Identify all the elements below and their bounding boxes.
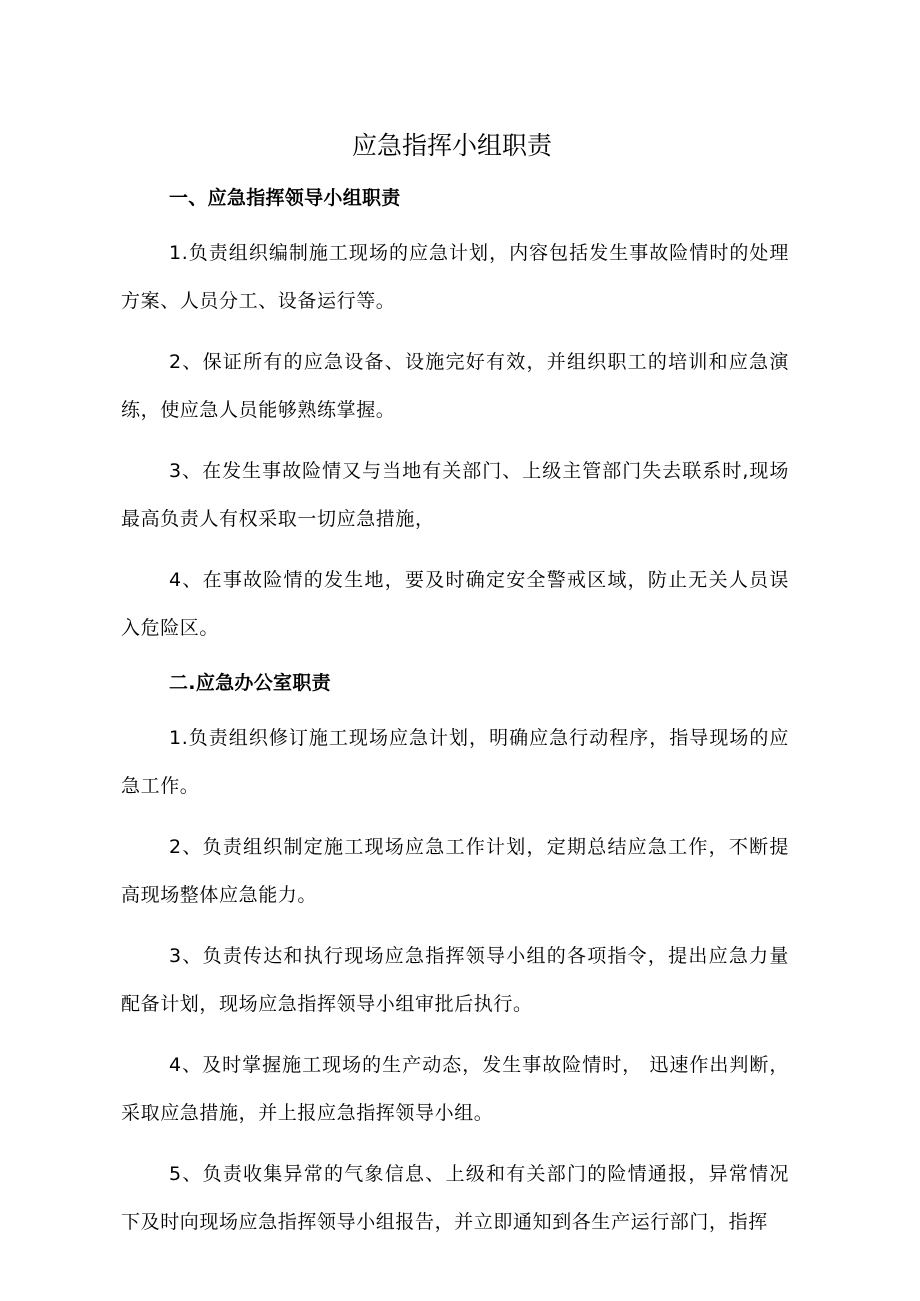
document-body (121, 180, 789, 1259)
section-leadership-group (121, 180, 789, 652)
section-heading: 一、应急指挥领导小组职责 (169, 187, 401, 209)
section-emergency-office (121, 665, 789, 1246)
duty-item: 3、负责传达和执行现场应急指挥领导小组的各项指令，提出应急力量配备计划，现场应急指挥领导小组审批后执行。 (121, 945, 789, 1015)
duty-item: 2、保证所有的应急设备、设施完好有效，并组织职工的培训和应急演练，使应急人员能够熟练掌握。 (121, 351, 789, 421)
duty-item: 2、负责组织制定施工现场应急工作计划，定期总结应急工作，不断提高现场整体应急能力。 (121, 836, 789, 906)
duty-item: 4、及时掌握施工现场的生产动态，发生事故险情时， 迅速作出判断，采取应急措施，并上报应急指挥领导小组。 (121, 1054, 789, 1124)
section-heading: 二.应急办公室职责 (169, 672, 331, 694)
duty-item: 5、负责收集异常的气象信息、上级和有关部门的险情通报，异常情况下及时向现场应急指挥领导小组报告，并立即通知到各生产运行部门，指挥 (121, 1163, 789, 1233)
duty-item: 1.负责组织修订施工现场应急计划，明确应急行动程序，指导现场的应急工作。 (121, 727, 789, 797)
duty-item: 4、在事故险情的发生地，要及时确定安全警戒区域，防止无关人员误入危险区。 (121, 569, 789, 639)
duty-item: 1.负责组织编制施工现场的应急计划，内容包括发生事故险情时的处理方案、人员分工、设备运行等。 (121, 242, 789, 312)
duty-item: 3、在发生事故险情又与当地有关部门、上级主管部门失去联系时,现场最高负责人有权采取一切应急措施， (121, 460, 789, 530)
page-title: 应急指挥小组职责 (351, 131, 552, 160)
